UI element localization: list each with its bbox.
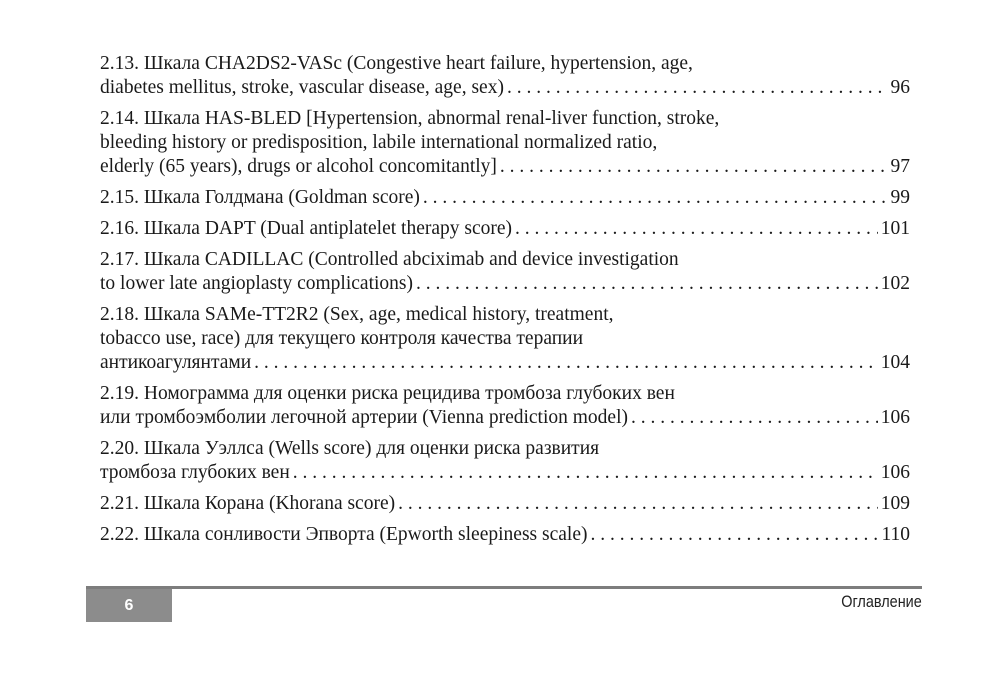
table-of-contents bbox=[100, 52, 910, 554]
toc-page-number: 106 bbox=[880, 462, 910, 483]
toc-entry[interactable] bbox=[100, 303, 910, 375]
toc-entry-line: 2.18. Шкала SAMe-TT2R2 (Sex, age, medical history, treatment, bbox=[100, 304, 614, 325]
dot-leader bbox=[293, 461, 878, 485]
toc-entry[interactable] bbox=[100, 437, 910, 485]
toc-entry-text: или тромбоэмболии легочной артерии (Vienna prediction model) bbox=[100, 407, 628, 428]
toc-entry[interactable] bbox=[100, 248, 910, 296]
toc-entry-text: 2.22. Шкала сонливости Эпворта (Epworth sleepiness scale) bbox=[100, 524, 588, 545]
toc-entry[interactable] bbox=[100, 382, 910, 430]
section-title: Оглавление bbox=[841, 592, 922, 611]
toc-page-number: 101 bbox=[880, 218, 910, 239]
dot-leader bbox=[590, 523, 878, 547]
toc-entry-last-line bbox=[100, 523, 910, 547]
toc-page-number: 109 bbox=[880, 493, 910, 514]
dot-leader bbox=[507, 76, 888, 100]
toc-page-number: 99 bbox=[890, 187, 910, 208]
toc-entry-line: 2.13. Шкала CHA2DS2-VASc (Congestive heart failure, hypertension, age, bbox=[100, 53, 693, 74]
toc-entry-last-line bbox=[100, 217, 910, 241]
footer-rule bbox=[86, 586, 922, 589]
toc-entry[interactable] bbox=[100, 186, 910, 210]
toc-entry[interactable] bbox=[100, 52, 910, 100]
toc-page-number: 106 bbox=[880, 407, 910, 428]
page-number-box bbox=[86, 589, 172, 622]
toc-entry-line: 2.17. Шкала CADILLAC (Controlled abciximab and device investigation bbox=[100, 249, 679, 270]
toc-entry-last-line bbox=[100, 186, 910, 210]
dot-leader bbox=[423, 186, 888, 210]
dot-leader bbox=[254, 351, 878, 375]
toc-entry-text: тромбоза глубоких вен bbox=[100, 462, 290, 483]
toc-entry-text: 2.16. Шкала DAPT (Dual antiplatelet therapy score) bbox=[100, 218, 513, 239]
toc-entry-line: 2.14. Шкала HAS-BLED [Hypertension, abnormal renal-liver function, stroke, bbox=[100, 108, 720, 129]
toc-page-number: 104 bbox=[880, 352, 910, 373]
dot-leader bbox=[416, 272, 878, 296]
toc-entry[interactable] bbox=[100, 492, 910, 516]
toc-entry-text: elderly (65 years), drugs or alcohol concomitantly] bbox=[100, 156, 497, 177]
toc-entry-last-line bbox=[100, 155, 910, 179]
toc-page-number: 102 bbox=[880, 273, 910, 294]
toc-page-number: 97 bbox=[890, 156, 910, 177]
toc-entry-last-line bbox=[100, 492, 910, 516]
toc-entry-last-line bbox=[100, 406, 910, 430]
toc-entry-text: 2.21. Шкала Корана (Khorana score) bbox=[100, 493, 396, 514]
toc-entry-line: 2.19. Номограмма для оценки риска рецидива тромбоза глубоких вен bbox=[100, 383, 675, 404]
dot-leader bbox=[500, 155, 888, 179]
page-number: 6 bbox=[124, 596, 134, 614]
toc-page-number: 110 bbox=[881, 524, 910, 545]
toc-entry[interactable] bbox=[100, 107, 910, 179]
toc-entry-text: антикоагулянтами bbox=[100, 352, 252, 373]
dot-leader bbox=[515, 217, 878, 241]
dot-leader bbox=[631, 406, 878, 430]
toc-entry-text: 2.15. Шкала Голдмана (Goldman score) bbox=[100, 187, 420, 208]
toc-page-number: 96 bbox=[890, 77, 910, 98]
toc-entry[interactable] bbox=[100, 217, 910, 241]
toc-entry-last-line bbox=[100, 272, 910, 296]
toc-entry-last-line bbox=[100, 76, 910, 100]
toc-entry-last-line bbox=[100, 461, 910, 485]
toc-entry-line: 2.20. Шкала Уэллса (Wells score) для оценки риска развития bbox=[100, 438, 600, 459]
toc-entry-line: tobacco use, race) для текущего контроля качества терапии bbox=[100, 328, 584, 349]
toc-entry-text: to lower late angioplasty complications) bbox=[100, 273, 413, 294]
toc-entry-last-line bbox=[100, 351, 910, 375]
toc-entry[interactable] bbox=[100, 523, 910, 547]
toc-entry-line: bleeding history or predisposition, labile international normalized ratio, bbox=[100, 132, 658, 153]
dot-leader bbox=[398, 492, 878, 516]
toc-entry-text: diabetes mellitus, stroke, vascular disease, age, sex) bbox=[100, 77, 504, 98]
